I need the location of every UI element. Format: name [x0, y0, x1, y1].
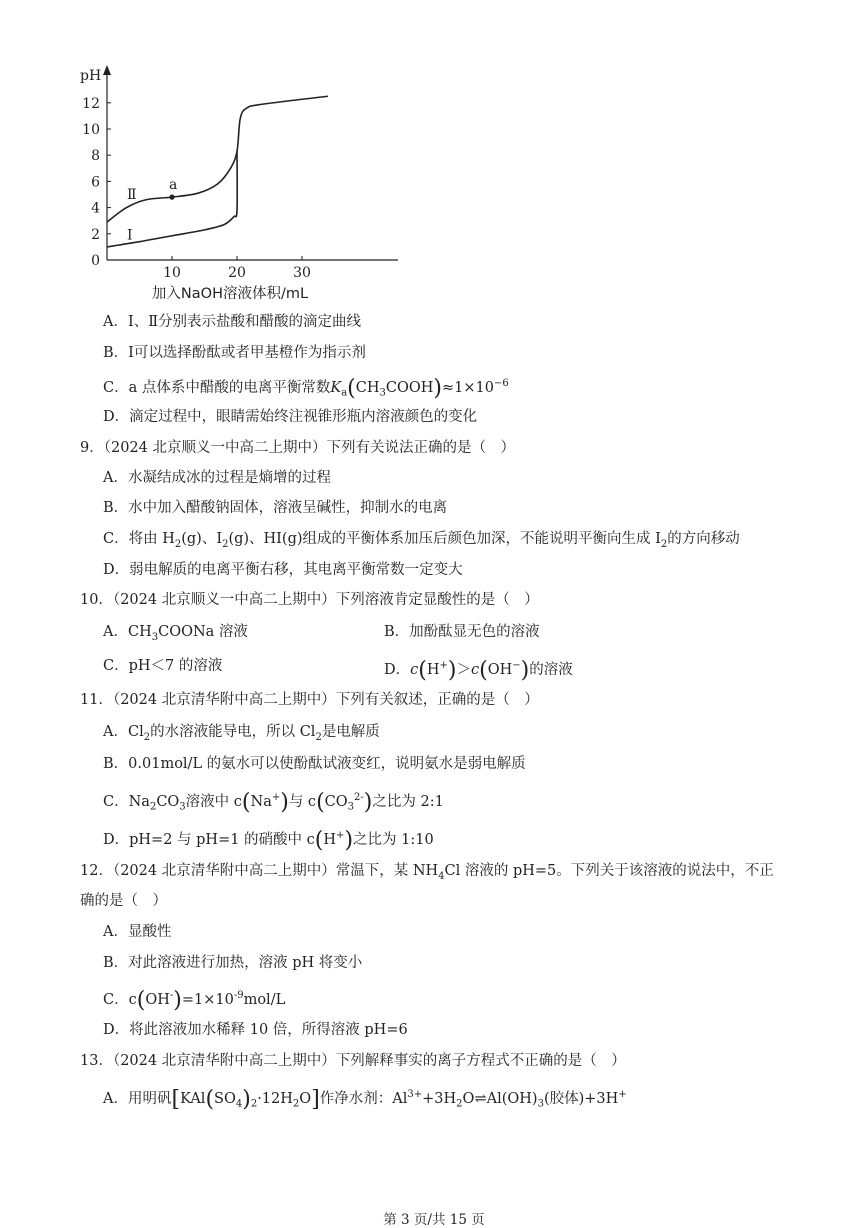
q13-stem: 13．（2024 北京清华附中高二上期中）下列解释事实的离子方程式不正确的是（ ） [80, 1053, 626, 1069]
q9-option-c: C．将由 $H_2(g)$、$I_2(g)$、HI(g)组成的平衡体系加压后颜色加深，不能说明平衡向生成 $I_2$的方向移动 [103, 531, 740, 550]
y-tick-label: 0 [91, 253, 100, 269]
titration-chart [78, 62, 398, 307]
q12-option-d: D．将此溶液加水稀释 10 倍，所得溶液 pH=6 [103, 1022, 408, 1038]
y-tick-label: 6 [91, 174, 100, 191]
q10-option-b: B．加酚酞显无色的溶液 [384, 624, 540, 640]
y-axis-arrow [103, 65, 111, 75]
series-label: Ⅱ [127, 187, 137, 204]
y-tick-label: 4 [91, 200, 100, 217]
q12-option-b: B．对此溶液进行加热，溶液 pH 将变小 [103, 955, 363, 971]
q11-option-d: D．pH=2 与 pH=1 的硝酸中 c(H+)之比为 1:10 [103, 827, 434, 853]
q12-stem: 12．（2024 北京清华附中高二上期中）常温下，某 $NH_4Cl$ 溶液的 pH=5。下列关于该溶液的说法中，不正 [80, 863, 774, 882]
y-tick-label: 10 [82, 122, 100, 138]
q9-stem: 9．（2024 北京顺义一中高二上期中）下列有关说法正确的是（ ） [80, 440, 515, 456]
q13-option-a: A．用明矾$[KAl(SO_4)_2\cdot 12H_2O]$作净水剂：$Al^{3+}+3H_2O\rightleftharpoons Al(OH)_3$(胶体)+3H+ [103, 1086, 627, 1112]
q10-option-a: A．$CH_3COONa$ 溶液 [103, 624, 248, 643]
y-tick-label: 2 [91, 226, 100, 243]
q11-stem: 11．（2024 北京清华附中高二上期中）下列有关叙述，正确的是（ ） [80, 692, 539, 708]
q8-option-b: B．Ⅰ可以选择酚酞或者甲基橙作为指示剂 [103, 345, 366, 361]
q12-option-a: A．显酸性 [103, 924, 172, 940]
q12-option-c: C．$c(OH^-)=1\times 10^{-9}mol/L$ [103, 987, 286, 1013]
y-tick-label: 8 [91, 148, 100, 165]
q8-option-c: C．a 点体系中醋酸的电离平衡常数$K_a(CH_3COOH)\approx 1\times 10^{-6}$ [103, 375, 509, 401]
point-a-label: a [169, 177, 178, 194]
q10-option-d: D．c(H+)＞c(OH−)的溶液 [384, 657, 573, 683]
y-tick-label: 12 [82, 95, 100, 112]
series-label: Ⅰ [127, 227, 133, 244]
q8-option-a: A．Ⅰ、Ⅱ分别表示盐酸和醋酸的滴定曲线 [103, 314, 362, 330]
x-tick-label: 20 [228, 265, 246, 281]
x-tick-label: 30 [293, 265, 311, 281]
q10-stem: 10．（2024 北京顺义一中高二上期中）下列溶液肯定显酸性的是（ ） [80, 592, 539, 608]
series-line-II [107, 96, 328, 222]
q8-option-d: D．滴定过程中，眼睛需始终注视锥形瓶内溶液颜色的变化 [103, 409, 478, 425]
q11-option-a: A．$Cl_2$的水溶液能导电，所以 $Cl_2$是电解质 [103, 724, 380, 743]
q9-option-a: A．水凝结成冰的过程是熵增的过程 [103, 470, 331, 486]
q9-option-b: B．水中加入醋酸钠固体，溶液呈碱性，抑制水的电离 [103, 500, 448, 516]
q10-option-c: C．pH＜7 的溶液 [103, 658, 223, 674]
point-a [169, 195, 174, 200]
q11-option-c: C．$Na_2CO_3$溶液中 c(Na+)与 $c(CO_3^{2-})$之比为 2:1 [103, 789, 444, 815]
x-tick-label: 10 [163, 265, 181, 281]
q11-option-b: B．0.01mol/L 的氨水可以使酚酞试液变红，说明氨水是弱电解质 [103, 756, 526, 772]
q9-option-d: D．弱电解质的电离平衡右移，其电离平衡常数一定变大 [103, 562, 463, 578]
x-axis-label: 加入NaOH溶液体积/mL [151, 286, 309, 302]
y-axis-label: pH [80, 68, 102, 84]
page-footer: 第 3 页/共 15 页 [383, 1212, 485, 1228]
q12-stem-cont: 确的是（ ） [80, 893, 167, 909]
